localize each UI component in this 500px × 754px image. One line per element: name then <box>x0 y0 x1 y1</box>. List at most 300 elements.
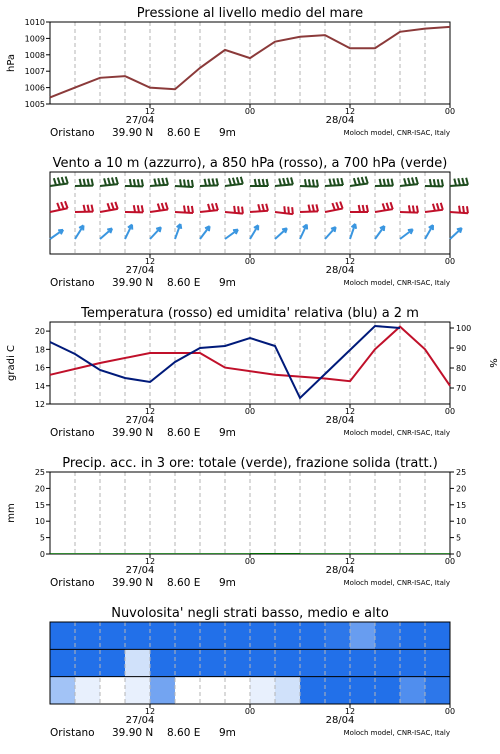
cloud-cell <box>325 649 351 677</box>
wind-barb <box>425 225 433 239</box>
wind-barb-flag <box>433 204 435 211</box>
wind-barb-shaft <box>275 228 287 239</box>
wind-barb <box>100 177 118 186</box>
wind-barb-flag <box>111 203 113 210</box>
y2-tick-label: 70 <box>456 384 466 393</box>
wind-barb-flag <box>392 179 393 186</box>
cloud-cell <box>275 649 301 677</box>
wind-barb-flag <box>61 202 64 209</box>
wind-barb-flag <box>142 205 143 212</box>
wind-barb-flag <box>442 179 443 186</box>
wind-barb-shaft <box>150 227 161 239</box>
wind-barb-flag <box>287 178 289 185</box>
wind-barb <box>175 206 193 213</box>
model-credit: Moloch model, CNR-ISAC, Italy <box>344 279 450 287</box>
wind-barb-flag <box>184 180 185 187</box>
date-label: 28/04 <box>326 715 355 726</box>
station-lat: 39.90 N <box>112 277 153 289</box>
wind-barb <box>400 205 418 212</box>
precip-bar <box>325 553 350 554</box>
y-tick-label: 10 <box>35 517 45 526</box>
wind-barb <box>400 229 413 239</box>
y-tick-label: 1009 <box>25 34 45 43</box>
wind-barb <box>175 224 181 239</box>
wind-barb <box>50 176 68 186</box>
wind-barb-flag <box>115 202 117 209</box>
precip-bar <box>350 553 375 554</box>
time-tick-label: 12 <box>145 257 155 266</box>
wind-barb-flag <box>242 207 243 214</box>
y2-tick-label: 20 <box>456 484 466 493</box>
panel-title-2: Vento a 10 m (azzurro), a 850 hPa (rosso), a 700 hPa (verde) <box>53 156 448 171</box>
time-tick-label: 12 <box>145 107 155 116</box>
wind-barb-flag <box>112 178 114 185</box>
cloud-cell <box>375 677 401 705</box>
station-name: Oristano <box>50 577 95 589</box>
y-tick-label: 18 <box>35 345 45 354</box>
precip-bar <box>300 553 325 554</box>
panel-frame-1 <box>50 22 450 104</box>
cloud-cell <box>250 677 276 705</box>
y2-axis-label: % <box>487 358 498 368</box>
wind-barb-flag <box>284 206 285 213</box>
wind-barb-flag <box>337 178 339 185</box>
wind-barb-flag <box>130 179 131 186</box>
precip-bar <box>125 553 150 554</box>
time-tick-label: 00 <box>245 107 255 116</box>
time-tick-label: 00 <box>245 707 255 716</box>
time-tick-label: 00 <box>445 107 455 116</box>
wind-barb <box>325 178 343 186</box>
panel-title-3: Temperatura (rosso) ed umidita' relativa (blu) a 2 m <box>80 306 419 321</box>
cloud-cell <box>400 649 426 677</box>
y-tick-label: 1005 <box>25 100 45 109</box>
station-lat: 39.90 N <box>112 127 153 139</box>
wind-barb <box>125 205 143 212</box>
wind-barb-flag <box>437 203 439 210</box>
time-tick-label: 00 <box>245 257 255 266</box>
wind-barb-flag <box>380 179 381 186</box>
station-name: Oristano <box>50 127 95 139</box>
wind-barb-shaft <box>400 212 418 213</box>
cloud-cell <box>75 622 101 650</box>
wind-barb-flag <box>317 180 318 187</box>
wind-barb-flag <box>180 179 181 186</box>
wind-barb <box>225 206 243 214</box>
wind-barb-flag <box>66 176 68 183</box>
precip-bar <box>425 553 450 554</box>
cloud-cell <box>350 677 376 705</box>
y2-tick-label: 90 <box>456 344 466 353</box>
wind-barb <box>275 177 293 186</box>
wind-barb-flag <box>266 204 268 211</box>
y-tick-label: 25 <box>35 468 45 477</box>
station-name: Oristano <box>50 427 95 439</box>
wind-barb-flag <box>384 179 385 186</box>
wind-barb <box>350 224 356 239</box>
wind-barb-flag <box>288 207 289 214</box>
y2-tick-label: 25 <box>456 468 466 477</box>
model-credit: Moloch model, CNR-ISAC, Italy <box>344 729 450 737</box>
wind-barb-flag <box>229 178 231 185</box>
cloud-cell <box>425 677 451 705</box>
precip-bar <box>200 553 225 554</box>
wind-barb <box>350 205 368 212</box>
wind-barb <box>225 177 243 186</box>
wind-barb-flag <box>467 206 468 213</box>
wind-barb <box>375 202 393 212</box>
cloud-cell <box>100 649 126 677</box>
station-alt: 9m <box>219 277 236 289</box>
cloud-cell <box>425 622 451 650</box>
wind-barb-flag <box>212 204 214 211</box>
wind-barb-flag <box>57 203 60 210</box>
wind-barb-flag <box>188 180 189 187</box>
wind-barb <box>450 178 468 186</box>
wind-barb-flag <box>309 179 310 186</box>
station-lon: 8.60 E <box>167 277 200 289</box>
precip-bar <box>75 553 100 554</box>
cloud-cell <box>100 622 126 650</box>
wind-barb-flag <box>233 178 235 185</box>
wind-barb-flag <box>108 178 110 185</box>
y-tick-label: 20 <box>35 484 45 493</box>
y-axis-label: hPa <box>6 54 17 72</box>
wind-barb-flag <box>459 206 460 213</box>
cloud-cell <box>375 649 401 677</box>
wind-barb-flag <box>358 178 360 185</box>
y-tick-label: 14 <box>35 382 45 391</box>
time-tick-label: 12 <box>345 707 355 716</box>
y-tick-label: 1006 <box>25 84 45 93</box>
wind-barb <box>150 227 161 239</box>
model-credit: Moloch model, CNR-ISAC, Italy <box>344 129 450 137</box>
wind-barb-flag <box>312 205 314 212</box>
y-axis-label: gradi C <box>6 345 17 381</box>
precip-bar <box>225 553 250 554</box>
wind-barb-flag <box>308 205 310 212</box>
date-label: 28/04 <box>326 115 355 126</box>
precip-bar <box>175 553 200 554</box>
wind-barb <box>300 179 318 186</box>
wind-barb-flag <box>65 201 68 208</box>
time-tick-label: 12 <box>345 557 355 566</box>
wind-barb-flag <box>258 204 260 211</box>
y2-tick-label: 100 <box>456 324 471 333</box>
precip-bar <box>375 553 400 554</box>
wind-barb-shaft <box>450 228 462 239</box>
date-label: 28/04 <box>326 415 355 426</box>
cloud-cell <box>300 622 326 650</box>
wind-barb <box>350 176 368 186</box>
wind-barb-flag <box>441 203 443 210</box>
wind-barb-flag <box>313 179 314 186</box>
cloud-cell <box>125 649 151 677</box>
wind-barb-flag <box>216 178 218 185</box>
cloud-cell <box>300 677 326 705</box>
cloud-cell <box>150 677 176 705</box>
date-label: 27/04 <box>126 565 155 576</box>
cloud-cell <box>175 649 201 677</box>
wind-barb-flag <box>454 179 456 186</box>
cloud-cell <box>175 622 201 650</box>
wind-barb-flag <box>154 179 156 186</box>
station-alt: 9m <box>219 127 236 139</box>
wind-barb-flag <box>241 177 243 184</box>
wind-barb-flag <box>184 206 185 213</box>
wind-barb-flag <box>462 178 464 185</box>
wind-barb-flag <box>362 177 364 184</box>
wind-barb <box>200 203 218 212</box>
cloud-cell <box>225 677 251 705</box>
model-credit: Moloch model, CNR-ISAC, Italy <box>344 579 450 587</box>
wind-barb <box>275 206 293 214</box>
wind-barb-flag <box>305 179 306 186</box>
wind-barb-flag <box>409 205 410 212</box>
wind-barb-flag <box>336 202 339 209</box>
date-label: 27/04 <box>126 715 155 726</box>
y2-tick-label: 15 <box>456 501 466 510</box>
time-tick-label: 12 <box>145 707 155 716</box>
wind-barb-flag <box>329 179 331 186</box>
wind-barb-flag <box>383 203 385 210</box>
wind-barb-flag <box>434 179 435 186</box>
wind-barb-flag <box>390 202 392 209</box>
y-tick-label: 15 <box>35 501 45 510</box>
wind-barb-flag <box>162 203 164 210</box>
wind-barb-flag <box>283 178 285 185</box>
wind-barb <box>75 205 93 212</box>
wind-barb <box>200 226 210 239</box>
wind-barb-flag <box>412 178 414 185</box>
cloud-cell <box>325 677 351 705</box>
wind-barb <box>275 228 287 239</box>
wind-barb-flag <box>138 205 139 212</box>
wind-barb <box>125 179 143 186</box>
time-tick-label: 12 <box>345 107 355 116</box>
cloud-cell <box>250 649 276 677</box>
wind-barb <box>150 202 168 212</box>
wind-barb-flag <box>234 206 235 213</box>
precip-bar <box>275 553 300 554</box>
wind-barb-flag <box>84 205 85 212</box>
wind-barb-flag <box>238 206 239 213</box>
wind-barb-flag <box>92 179 93 186</box>
cloud-cell <box>425 649 451 677</box>
station-alt: 9m <box>219 577 236 589</box>
time-tick-label: 12 <box>145 407 155 416</box>
wind-barb-flag <box>88 179 89 186</box>
cloud-cell <box>75 649 101 677</box>
wind-barb-flag <box>262 204 264 211</box>
model-credit: Moloch model, CNR-ISAC, Italy <box>344 429 450 437</box>
wind-barb-flag <box>458 178 460 185</box>
y-tick-label: 16 <box>35 364 45 373</box>
wind-barb-flag <box>80 179 81 186</box>
wind-barb <box>375 226 384 239</box>
precip-bar <box>150 553 175 554</box>
y2-tick-label: 80 <box>456 364 466 373</box>
time-tick-label: 00 <box>245 557 255 566</box>
wind-barb <box>50 201 68 212</box>
wind-barb-flag <box>263 179 264 186</box>
wind-barb-flag <box>134 205 135 212</box>
date-label: 28/04 <box>326 265 355 276</box>
wind-barb-shaft <box>175 212 193 213</box>
wind-barb-flag <box>359 205 360 212</box>
station-name: Oristano <box>50 277 95 289</box>
y-tick-label: 5 <box>40 534 45 543</box>
wind-barb-flag <box>340 202 343 209</box>
wind-barb-flag <box>430 179 431 186</box>
wind-barb-flag <box>84 179 85 186</box>
cloud-cell <box>400 622 426 650</box>
station-alt: 9m <box>219 727 236 739</box>
wind-barb-flag <box>192 180 193 187</box>
wind-barb <box>150 178 168 186</box>
cloud-cell <box>225 622 251 650</box>
precip-bar <box>400 553 425 554</box>
wind-barb <box>425 179 443 186</box>
wind-barb <box>75 225 83 239</box>
wind-barb-shaft <box>400 229 413 239</box>
y-tick-label: 1008 <box>25 51 45 60</box>
time-tick-label: 00 <box>245 407 255 416</box>
wind-barb-shaft <box>300 211 318 212</box>
y2-tick-label: 5 <box>456 534 461 543</box>
station-lon: 8.60 E <box>167 727 200 739</box>
wind-barb-shaft <box>200 226 210 239</box>
wind-barb-shaft <box>300 186 318 187</box>
precip-bar <box>250 553 275 554</box>
wind-barb-flag <box>192 206 193 213</box>
wind-barb-flag <box>259 179 260 186</box>
cloud-cell <box>200 649 226 677</box>
cloud-cell <box>350 649 376 677</box>
wind-barb <box>200 178 218 186</box>
cloud-cell <box>325 622 351 650</box>
wind-barb-shaft <box>325 227 336 239</box>
wind-barb-flag <box>216 203 218 210</box>
wind-barb <box>100 229 112 239</box>
precip-bar <box>100 553 125 554</box>
time-tick-label: 00 <box>445 407 455 416</box>
wind-barb-flag <box>367 205 368 212</box>
wind-barb-flag <box>208 204 210 211</box>
wind-barb <box>250 204 268 212</box>
station-lat: 39.90 N <box>112 577 153 589</box>
y-tick-label: 1010 <box>25 18 45 27</box>
station-lat: 39.90 N <box>112 427 153 439</box>
station-lat: 39.90 N <box>112 727 153 739</box>
wind-barb-flag <box>62 177 64 184</box>
wind-barb <box>300 204 318 212</box>
time-tick-label: 00 <box>445 257 455 266</box>
station-lon: 8.60 E <box>167 127 200 139</box>
series-line-temperature <box>50 327 450 386</box>
cloud-cell <box>275 622 301 650</box>
cloud-cell <box>150 649 176 677</box>
wind-barb-shaft <box>225 230 238 239</box>
wind-barb-flag <box>138 179 139 186</box>
wind-barb-flag <box>142 179 143 186</box>
y-tick-label: 12 <box>35 400 45 409</box>
wind-barb-flag <box>341 178 343 185</box>
cloud-cell <box>200 677 226 705</box>
wind-barb-flag <box>292 207 293 214</box>
cloud-cell <box>50 649 76 677</box>
wind-barb-flag <box>413 205 414 212</box>
date-label: 28/04 <box>326 565 355 576</box>
wind-barb-flag <box>166 178 168 185</box>
cloud-cell <box>375 622 401 650</box>
wind-barb-flag <box>366 176 368 183</box>
cloud-cell <box>200 622 226 650</box>
cloud-cell <box>100 677 126 705</box>
wind-barb-flag <box>188 206 189 213</box>
wind-barb-flag <box>279 178 281 185</box>
cloud-cell <box>125 622 151 650</box>
wind-barb <box>175 179 193 187</box>
wind-barb <box>450 228 462 239</box>
wind-barb-shaft <box>175 186 193 187</box>
cloud-cell <box>400 677 426 705</box>
panel-title-1: Pressione al livello medio del mare <box>137 6 363 21</box>
wind-barb-flag <box>255 179 256 186</box>
time-tick-label: 12 <box>345 257 355 266</box>
cloud-cell <box>150 622 176 650</box>
date-label: 27/04 <box>126 415 155 426</box>
wind-barb-flag <box>316 204 318 211</box>
date-label: 27/04 <box>126 265 155 276</box>
y2-tick-label: 10 <box>456 517 466 526</box>
wind-barb-flag <box>408 178 410 185</box>
wind-barb-shaft <box>375 226 384 239</box>
wind-barb <box>100 202 118 212</box>
wind-barb <box>125 225 132 239</box>
wind-barb-flag <box>388 179 389 186</box>
y-axis-label: mm <box>6 503 17 522</box>
cloud-cell <box>250 622 276 650</box>
cloud-cell <box>225 649 251 677</box>
wind-barb <box>400 177 418 186</box>
wind-barb-flag <box>205 179 207 186</box>
wind-barb <box>325 227 336 239</box>
wind-barb-flag <box>417 206 418 213</box>
cloud-cell <box>50 677 76 705</box>
time-tick-label: 12 <box>345 407 355 416</box>
cloud-cell <box>275 677 301 705</box>
wind-barb <box>75 179 93 186</box>
wind-barb-flag <box>54 178 56 185</box>
station-name: Oristano <box>50 727 95 739</box>
date-label: 27/04 <box>126 115 155 126</box>
wind-barb-flag <box>363 205 364 212</box>
wind-barb-flag <box>387 203 389 210</box>
panel-frame-4 <box>50 472 450 554</box>
wind-barb-flag <box>333 178 335 185</box>
wind-barb-flag <box>291 177 293 184</box>
cloud-cell <box>350 622 376 650</box>
station-alt: 9m <box>219 427 236 439</box>
wind-barb-flag <box>162 178 164 185</box>
y2-tick-label: 0 <box>456 550 461 559</box>
wind-barb-flag <box>166 202 168 209</box>
wind-barb <box>225 230 238 239</box>
wind-barb-flag <box>134 179 135 186</box>
wind-barb <box>50 230 63 239</box>
wind-barb <box>250 225 258 239</box>
